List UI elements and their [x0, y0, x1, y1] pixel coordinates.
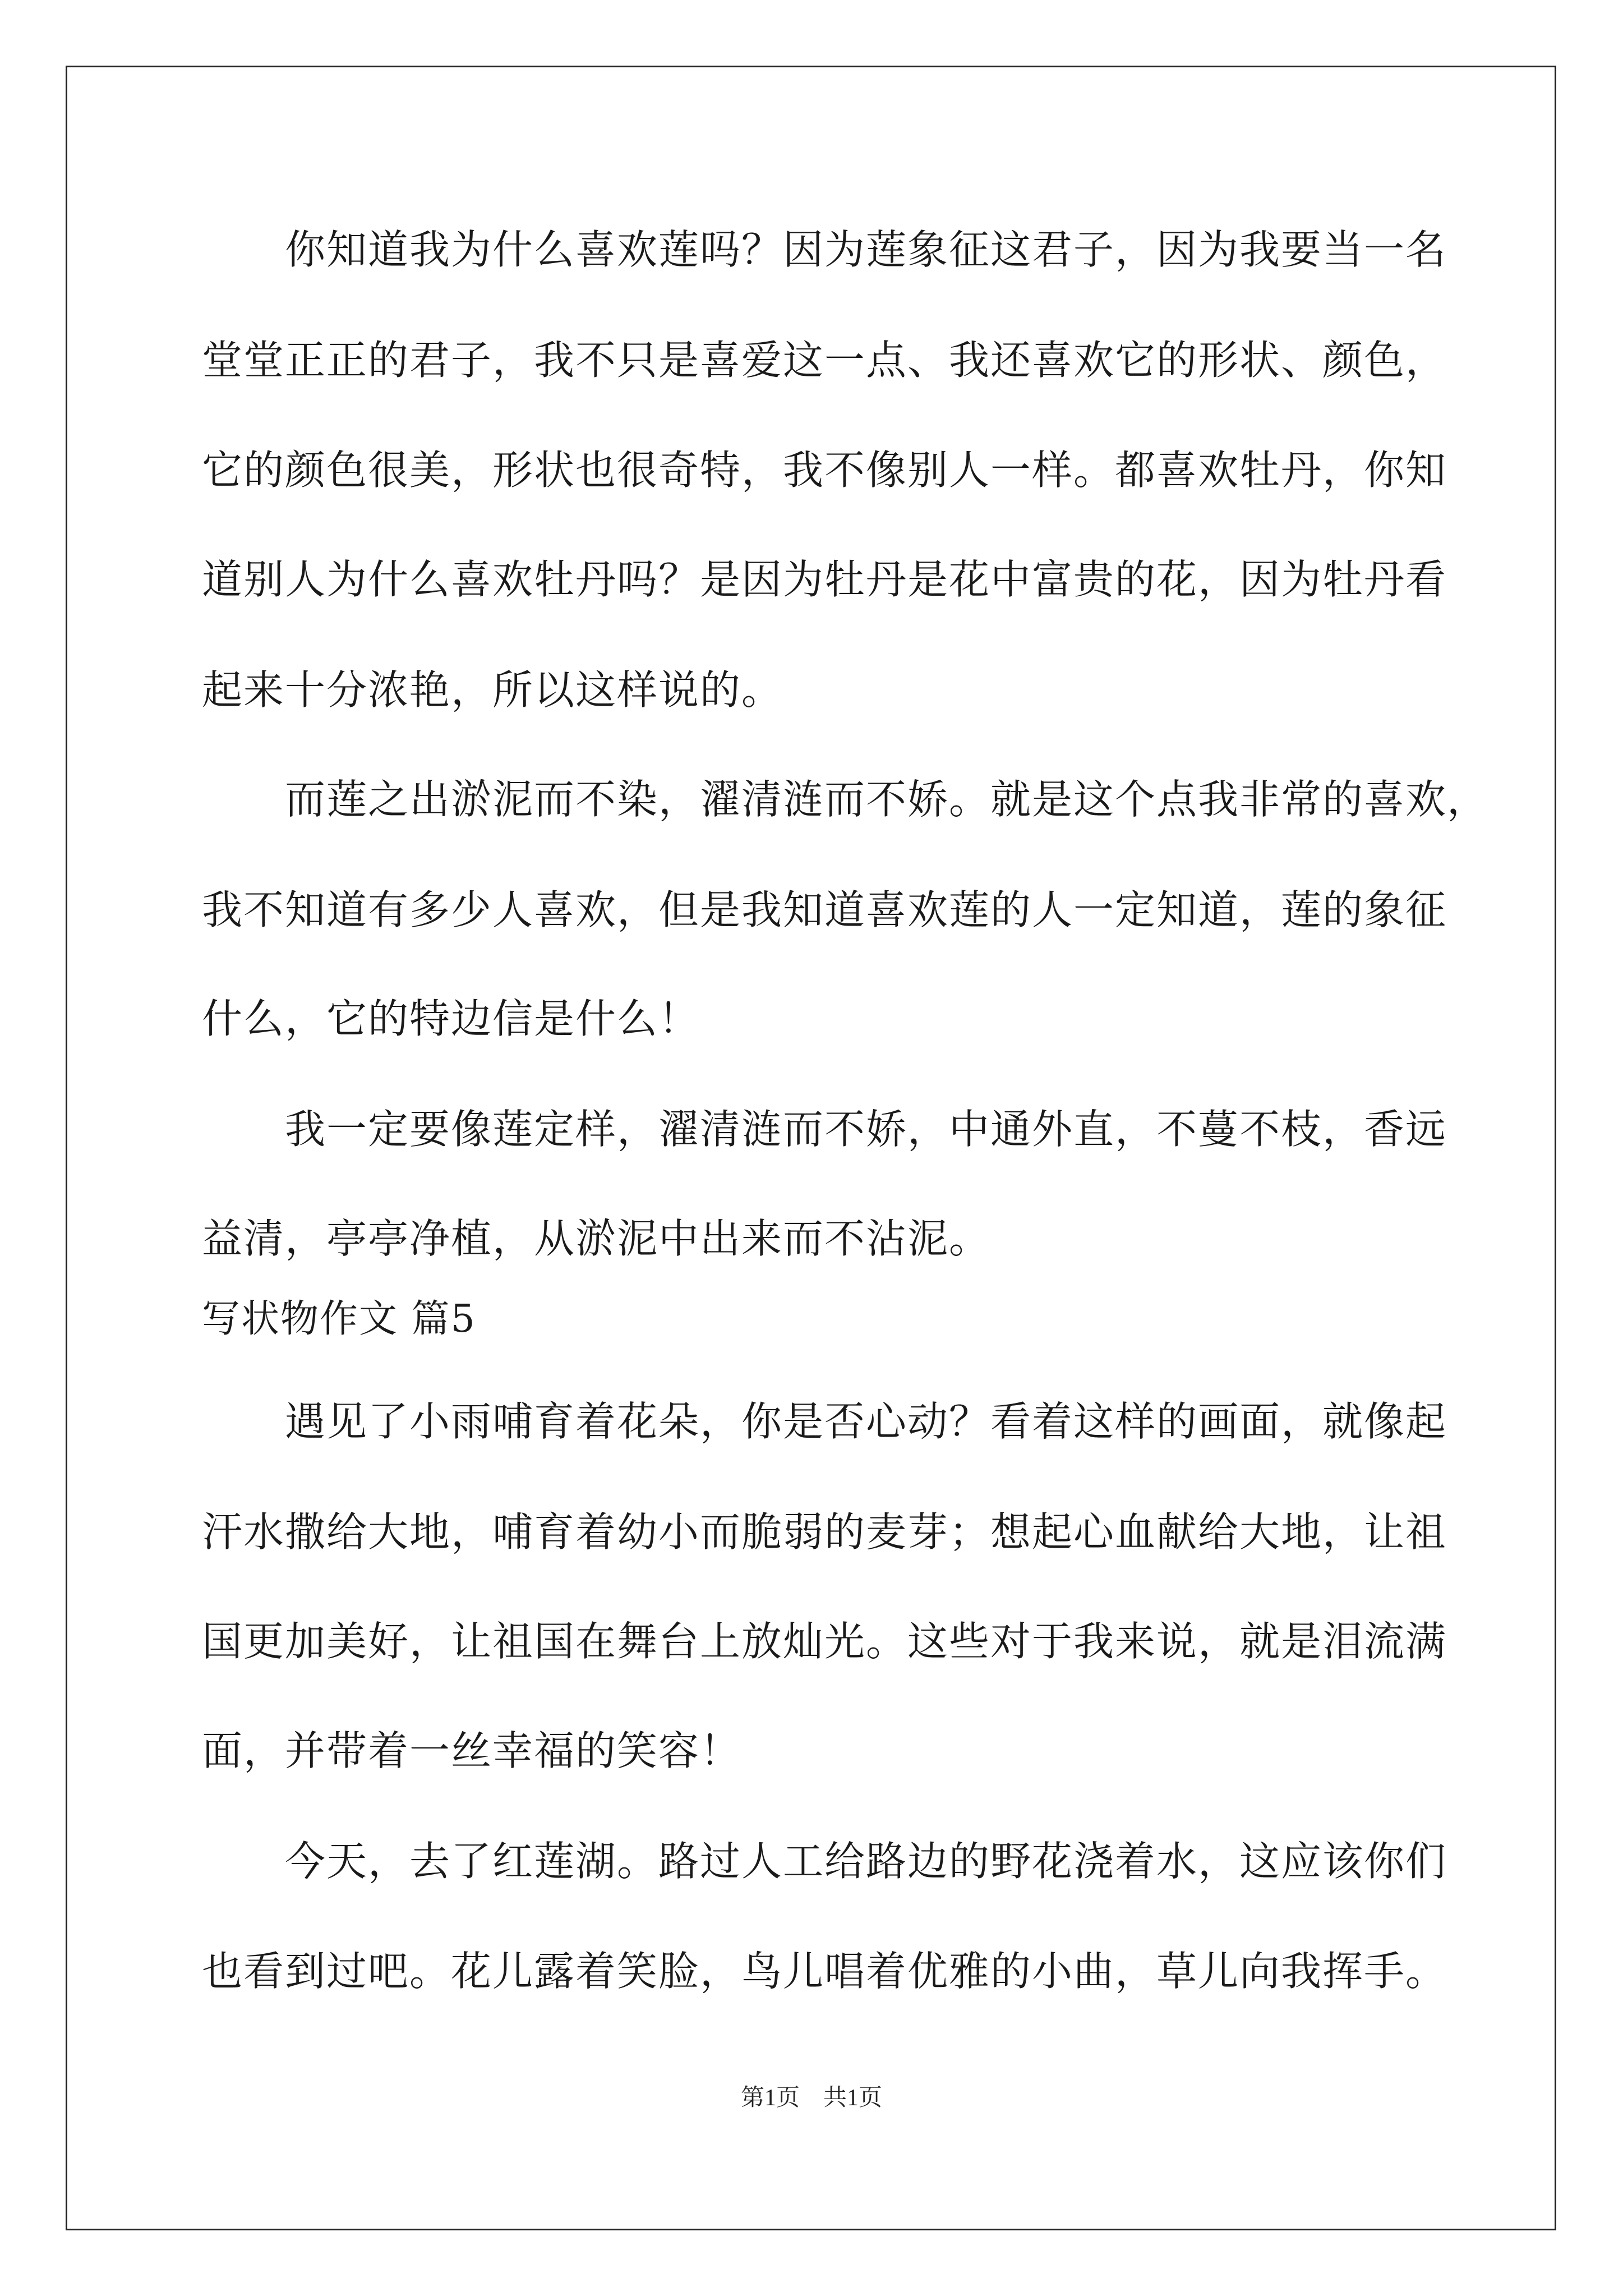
page-number-footer: 第1页 共1页: [740, 2085, 882, 2111]
paragraph-line: 国更加美好，让祖国在舞台上放灿光。这些对于我来说，就是泪流满: [202, 1618, 1447, 1665]
paragraph-line: 起来十分浓艳，所以这样说的。: [202, 666, 783, 714]
paragraph-line: 我不知道有多少人喜欢，但是我知道喜欢莲的人一定知道，莲的象征: [202, 886, 1447, 933]
paragraph-line: 益清，亭亭净植，从淤泥中出来而不沾泥。: [202, 1215, 991, 1262]
paragraph-line: 我一定要像莲定样，濯清涟而不娇，中通外直，不蔓不枝，香远: [285, 1106, 1447, 1153]
section-heading: 写状物作文 篇5: [202, 1297, 476, 1341]
paragraph-line: 它的颜色很美，形状也很奇特，我不像别人一样。都喜欢牡丹，你知: [202, 447, 1447, 494]
paragraph-line: 面，并带着一丝幸福的笑容！: [202, 1727, 742, 1774]
paragraph-line: 你知道我为什么喜欢莲吗？因为莲象征这君子，因为我要当一名: [285, 226, 1447, 273]
paragraph-line: 堂堂正正的君子，我不只是喜爱这一点、我还喜欢它的形状、颜色，: [202, 337, 1447, 384]
paragraph-line: 今天，去了红莲湖。路过人工给路边的野花浇着水，这应该你们: [285, 1838, 1447, 1885]
paragraph-line: 遇见了小雨哺育着花朵，你是否心动？看着这样的画面，就像起: [285, 1398, 1447, 1445]
paragraph-line: 而莲之出淤泥而不染，濯清涟而不娇。就是这个点我非常的喜欢，: [285, 776, 1489, 823]
paragraph-line: 道别人为什么喜欢牡丹吗？是因为牡丹是花中富贵的花，因为牡丹看: [202, 556, 1447, 603]
paragraph-line: 也看到过吧。花儿露着笑脸，鸟儿唱着优雅的小曲，草儿向我挥手。: [202, 1948, 1447, 1995]
paragraph-line: 什么，它的特边信是什么！: [202, 995, 700, 1042]
paragraph-line: 汗水撒给大地，哺育着幼小而脆弱的麦芽；想起心血献给大地，让祖: [202, 1508, 1447, 1556]
